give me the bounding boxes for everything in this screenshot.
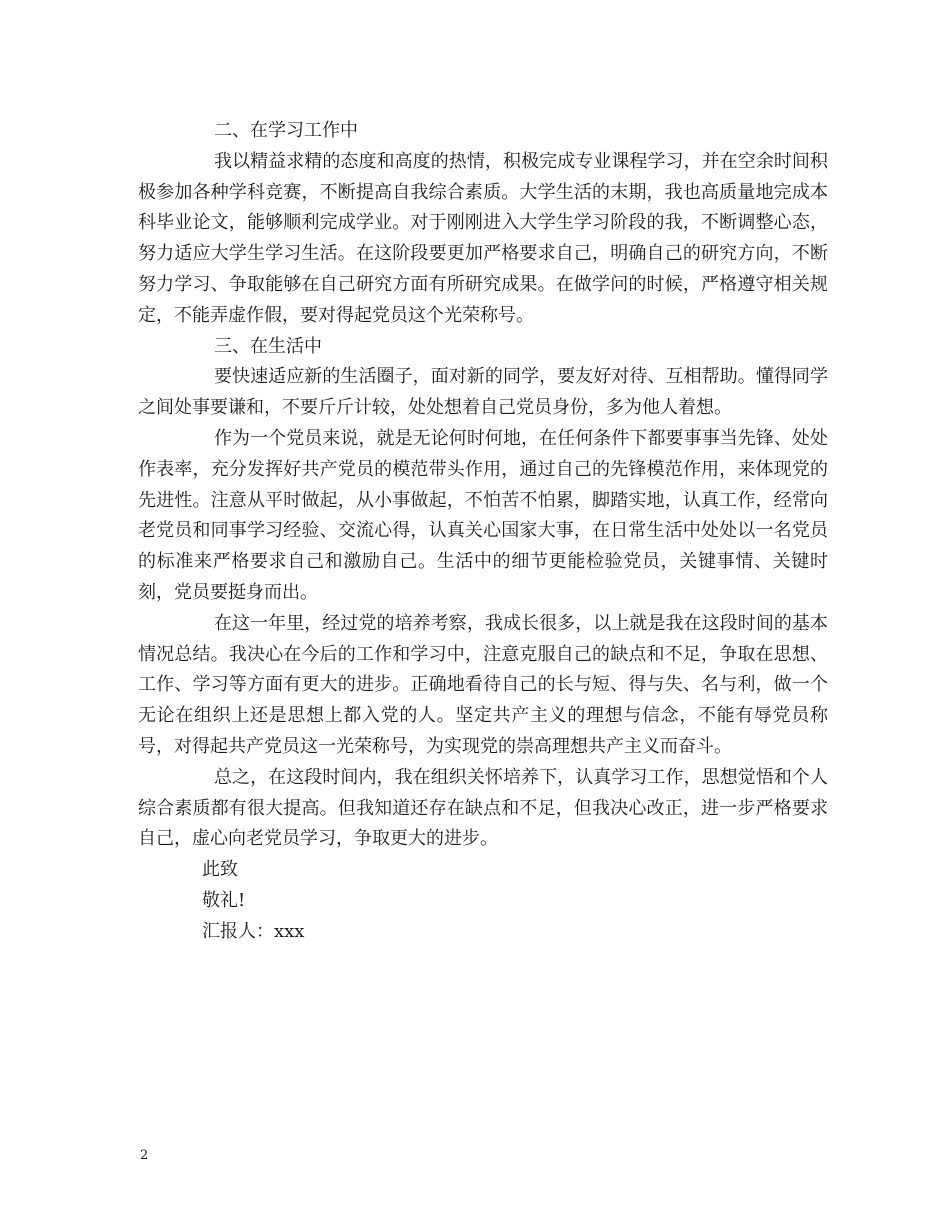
document-body — [138, 116, 828, 948]
paragraph-study-work: 我以精益求精的态度和高度的热情，积极完成专业课程学习，并在空余时间积极参加各种学科竞赛，不断提高自我综合素质。大学生活的末期，我也高质量地完成本科毕业论文，能够顺利完成学业。对于刚刚进入大学生学习阶段的我，不断调整心态，努力适应大学生学习生活。在这阶段要更加严格要求自己，明确自己的研究方向，不断努力学习、争取能够在自己研究方面有所研究成果。在做学问的时候，严格遵守相关规定，不能弄虚作假，要对得起党员这个光荣称号。 — [138, 150, 828, 326]
section-heading-study-work: 二、在学习工作中 — [214, 120, 358, 141]
paragraph-life-adapt: 要快速适应新的生活圈子，面对新的同学，要友好对待、互相帮助。懂得同学之间处事要谦和，不要斤斤计较，处处想着自己党员身份，多为他人着想。 — [138, 366, 828, 419]
paragraph-year-summary: 在这一年里，经过党的培养考察，我成长很多，以上就是我在这段时间的基本情况总结。我决心在今后的工作和学习中，注意克服自己的缺点和不足，争取在思想、工作、学习等方面有更大的进步。正确地看待自己的长与短、得与失、名与利，做一个无论在组织上还是思想上都入党的人。坚定共产主义的理想与信念，不能有辱党员称号，对得起共产党员这一光荣称号，为实现党的崇高理想共产主义而奋斗。 — [138, 612, 828, 757]
closing-reporter: 汇报人：xxx — [202, 920, 305, 942]
page-number: 2 — [140, 1148, 149, 1163]
closing-salutation: 此致 — [202, 859, 238, 881]
paragraph-conclusion: 总之，在这段时间内，我在组织关怀培养下，认真学习工作，思想觉悟和个人综合素质都有很大提高。但我知道还存在缺点和不足，但我决心改正，进一步严格要求自己，虚心向老党员学习，争取更大的进步。 — [138, 766, 828, 850]
section-heading-life: 三、在生活中 — [214, 335, 322, 357]
closing-regards: 敬礼! — [202, 889, 246, 911]
paragraph-party-member-role: 作为一个党员来说，就是无论何时何地，在任何条件下都要事事当先锋、处处作表率，充分发挥好共产党员的模范带头作用，通过自己的先锋模范作用，来体现党的先进性。注意从平时做起，从小事做起，不怕苦不怕累，脚踏实地，认真工作，经常向老党员和同事学习经验、交流心得，认真关心国家大事，在日常生活中处处以一名党员的标准来严格要求自己和激励自己。生活中的细节更能检验党员，关键事情、关键时刻，党员要挺身而出。 — [138, 427, 828, 603]
